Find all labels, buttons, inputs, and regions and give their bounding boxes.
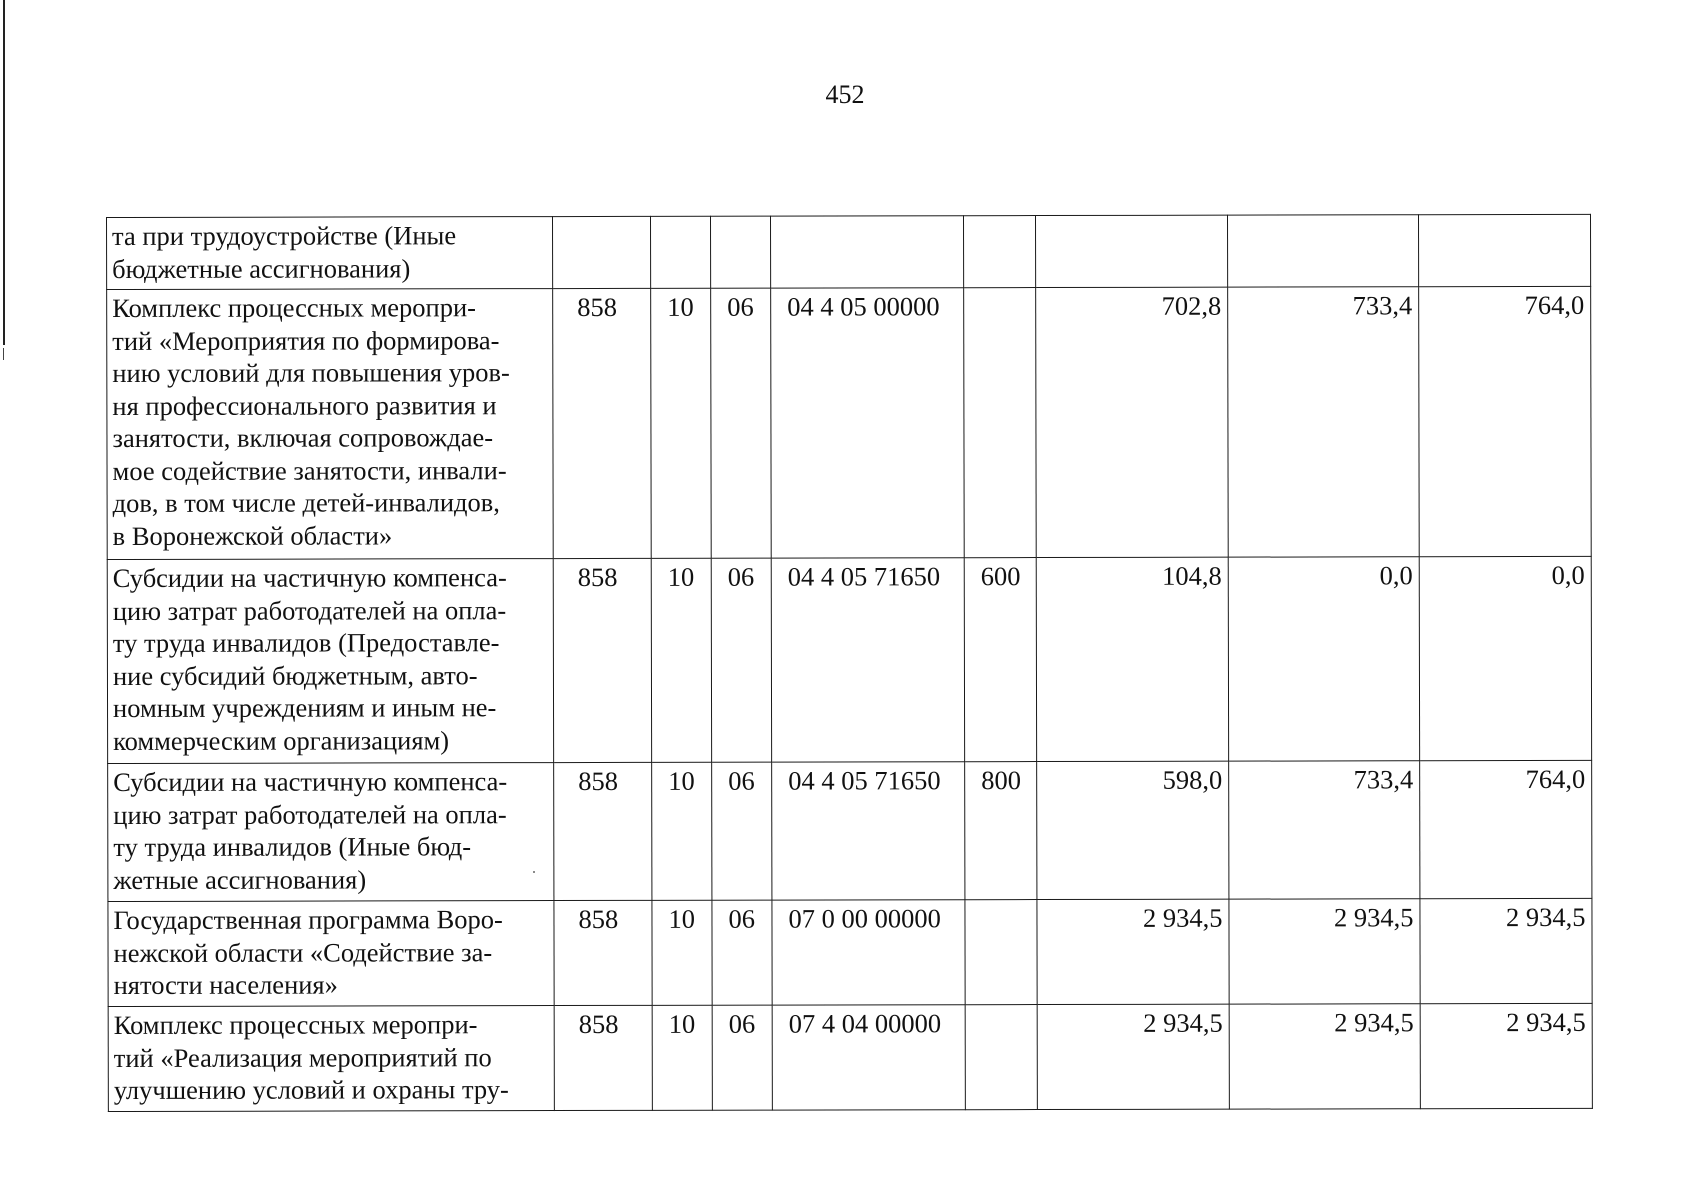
cell-name-line: та при трудоустройстве (Иные (112, 220, 457, 251)
cell-value-year-1 (1036, 557, 1228, 761)
cell-name (108, 763, 554, 902)
cell-value-year-1 (1035, 215, 1227, 287)
cell-value-year-3 (1420, 1003, 1592, 1108)
cell-subsection-text: 06 (727, 291, 754, 322)
cell-subsection (712, 900, 772, 1005)
cell-value-year-3-text: 764,0 (1525, 763, 1586, 795)
table-row (108, 1003, 1592, 1111)
cell-subsection-text: 06 (728, 903, 756, 934)
cell-name-line: цию затрат работодателей на опла- (112, 594, 507, 626)
table-row (107, 214, 1591, 289)
cell-value-year-1-text: 2 934,5 (1143, 1007, 1223, 1038)
cell-value-year-1 (1037, 761, 1229, 899)
cell-value-year-2 (1228, 287, 1420, 557)
cell-expense-type (965, 1005, 1037, 1110)
cell-value-year-2-text: 733,4 (1352, 290, 1413, 321)
cell-ministry-code (554, 762, 652, 900)
cell-ministry-code (553, 216, 651, 288)
cell-target-code (770, 216, 963, 288)
cell-value-year-3 (1419, 556, 1591, 760)
cell-name-line: ня профессионального развития и (112, 389, 497, 421)
table-row (108, 760, 1592, 901)
cell-name (108, 901, 554, 1007)
cell-name-line: ние субсидий бюджетным, авто- (112, 659, 478, 691)
cell-value-year-2 (1229, 899, 1420, 1004)
cell-target-code (771, 288, 965, 558)
cell-section-text: 10 (668, 765, 695, 796)
cell-ministry-code (554, 900, 652, 1005)
cell-name-line: улучшению условий и охраны тру- (113, 1074, 509, 1105)
cell-value-year-3 (1420, 898, 1592, 1003)
scan-edge-line (3, 0, 5, 345)
cell-section (651, 558, 711, 762)
cell-target-code-text: 07 0 00 00000 (788, 903, 941, 934)
cell-name-line: Комплекс процессных меропри- (112, 292, 477, 323)
cell-expense-type-text: 800 (981, 765, 1021, 796)
cell-section (652, 900, 712, 1005)
cell-section (652, 762, 712, 900)
cell-expense-type (964, 288, 1037, 558)
cell-section (651, 288, 712, 558)
cell-target-code (772, 900, 965, 1005)
cell-value-year-2-text: 2 934,5 (1334, 1007, 1414, 1038)
cell-name-line: ту труда инвалидов (Иные бюд- (113, 831, 472, 862)
cell-name-line: Субсидии на частичную компенса- (113, 766, 508, 797)
cell-name-line: Субсидии на частичную компенса- (112, 562, 507, 593)
cell-value-year-2-text: 2 934,5 (1333, 902, 1414, 933)
cell-name (107, 289, 554, 560)
cell-subsection (712, 1005, 772, 1110)
cell-target-code (772, 1005, 965, 1110)
cell-section-text: 10 (668, 1008, 696, 1039)
cell-ministry-code-text: 858 (577, 291, 617, 323)
cell-ministry-code-text: 858 (578, 903, 619, 935)
cell-ministry-code-text: 858 (578, 765, 618, 797)
cell-value-year-2 (1229, 761, 1420, 899)
cell-target-code-text: 04 4 05 00000 (787, 291, 940, 322)
cell-ministry-code (554, 1005, 652, 1110)
cell-value-year-3-text: 764,0 (1524, 289, 1585, 321)
cell-subsection-text: 06 (728, 765, 755, 796)
cell-subsection-text: 06 (728, 1008, 756, 1039)
cell-name-line: занятости, включая сопровождае- (112, 422, 494, 453)
scan-speck (533, 871, 535, 873)
cell-name-line: Государственная программа Воро- (113, 904, 503, 935)
cell-name (107, 559, 553, 764)
cell-expense-type (964, 558, 1036, 762)
cell-value-year-2 (1228, 557, 1419, 761)
cell-section (652, 1005, 712, 1110)
cell-name-line: нию условий для повышения уров- (112, 357, 510, 388)
table-row (107, 556, 1591, 763)
cell-target-code (771, 558, 964, 762)
cell-value-year-1 (1036, 287, 1229, 557)
cell-ministry-code (553, 558, 651, 762)
cell-subsection (710, 216, 770, 288)
cell-value-year-3 (1419, 286, 1592, 556)
cell-section (650, 216, 710, 288)
cell-subsection (712, 762, 772, 900)
cell-subsection-text: 06 (727, 561, 755, 592)
cell-value-year-2 (1227, 215, 1418, 287)
cell-expense-type-text: 600 (980, 561, 1021, 592)
cell-target-code-text: 04 4 05 71650 (788, 765, 941, 796)
cell-value-year-1-text: 702,8 (1161, 290, 1222, 321)
cell-name-line: мое содействие занятости, инвали- (112, 454, 507, 486)
cell-value-year-2 (1229, 1004, 1420, 1109)
cell-target-code-text: 04 4 05 71650 (787, 561, 941, 592)
cell-target-code (772, 762, 965, 900)
cell-expense-type (965, 762, 1037, 900)
cell-value-year-1 (1037, 899, 1229, 1004)
cell-value-year-3-text: 2 934,5 (1505, 901, 1586, 933)
cell-value-year-1-text: 598,0 (1162, 764, 1223, 795)
cell-value-year-3 (1420, 760, 1592, 898)
cell-name-line: жетные ассигнования) (113, 863, 367, 895)
cell-name (108, 1006, 554, 1111)
cell-ministry-code (553, 288, 652, 558)
budget-table (106, 214, 1593, 1112)
cell-name-line: цию затрат работодателей на опла- (113, 798, 507, 830)
cell-name-line: в Воронежской области» (112, 519, 393, 551)
cell-value-year-3-text: 0,0 (1551, 559, 1585, 590)
cell-name-line: бюджетные ассигнования) (112, 252, 411, 284)
cell-value-year-3-text: 2 934,5 (1506, 1006, 1586, 1038)
cell-name-line: Комплекс процессных меропри- (113, 1009, 478, 1040)
cell-ministry-code-text: 858 (578, 1008, 619, 1040)
cell-name-line: тий «Мероприятия по формирова- (112, 324, 500, 356)
cell-ministry-code-text: 858 (577, 561, 618, 593)
cell-section-text: 10 (668, 903, 696, 934)
cell-value-year-2-text: 0,0 (1379, 560, 1413, 591)
cell-value-year-3 (1418, 214, 1590, 286)
cell-subsection (711, 558, 771, 762)
cell-name-line: нежской области «Содействие за- (113, 936, 493, 968)
cell-expense-type (963, 216, 1035, 288)
cell-value-year-1-text: 2 934,5 (1142, 902, 1223, 933)
cell-name-line: дов, в том числе детей-инвалидов, (112, 487, 500, 518)
cell-name-line: ту труда инвалидов (Предоставле- (112, 627, 500, 658)
cell-subsection (711, 288, 772, 558)
cell-name-line: номным учреждениям и иным не- (112, 692, 497, 723)
cell-section-text: 10 (667, 291, 694, 322)
cell-expense-type (965, 900, 1037, 1005)
table-body (107, 214, 1593, 1111)
cell-target-code-text: 07 4 04 00000 (788, 1008, 942, 1039)
cell-section-text: 10 (667, 561, 695, 592)
cell-name-line: тий «Реализация мероприятий по (113, 1041, 492, 1073)
cell-value-year-2-text: 733,4 (1353, 764, 1414, 795)
cell-name (107, 217, 553, 290)
cell-value-year-1 (1037, 1004, 1229, 1109)
page-number: 452 (825, 80, 865, 109)
table-row (107, 286, 1592, 559)
scan-edge-mark (3, 348, 4, 360)
table-row (108, 898, 1592, 1006)
cell-name-line: нятости населения» (113, 969, 338, 1000)
cell-name-line: коммерческим организациям) (113, 724, 450, 756)
cell-value-year-1-text: 104,8 (1162, 560, 1222, 591)
